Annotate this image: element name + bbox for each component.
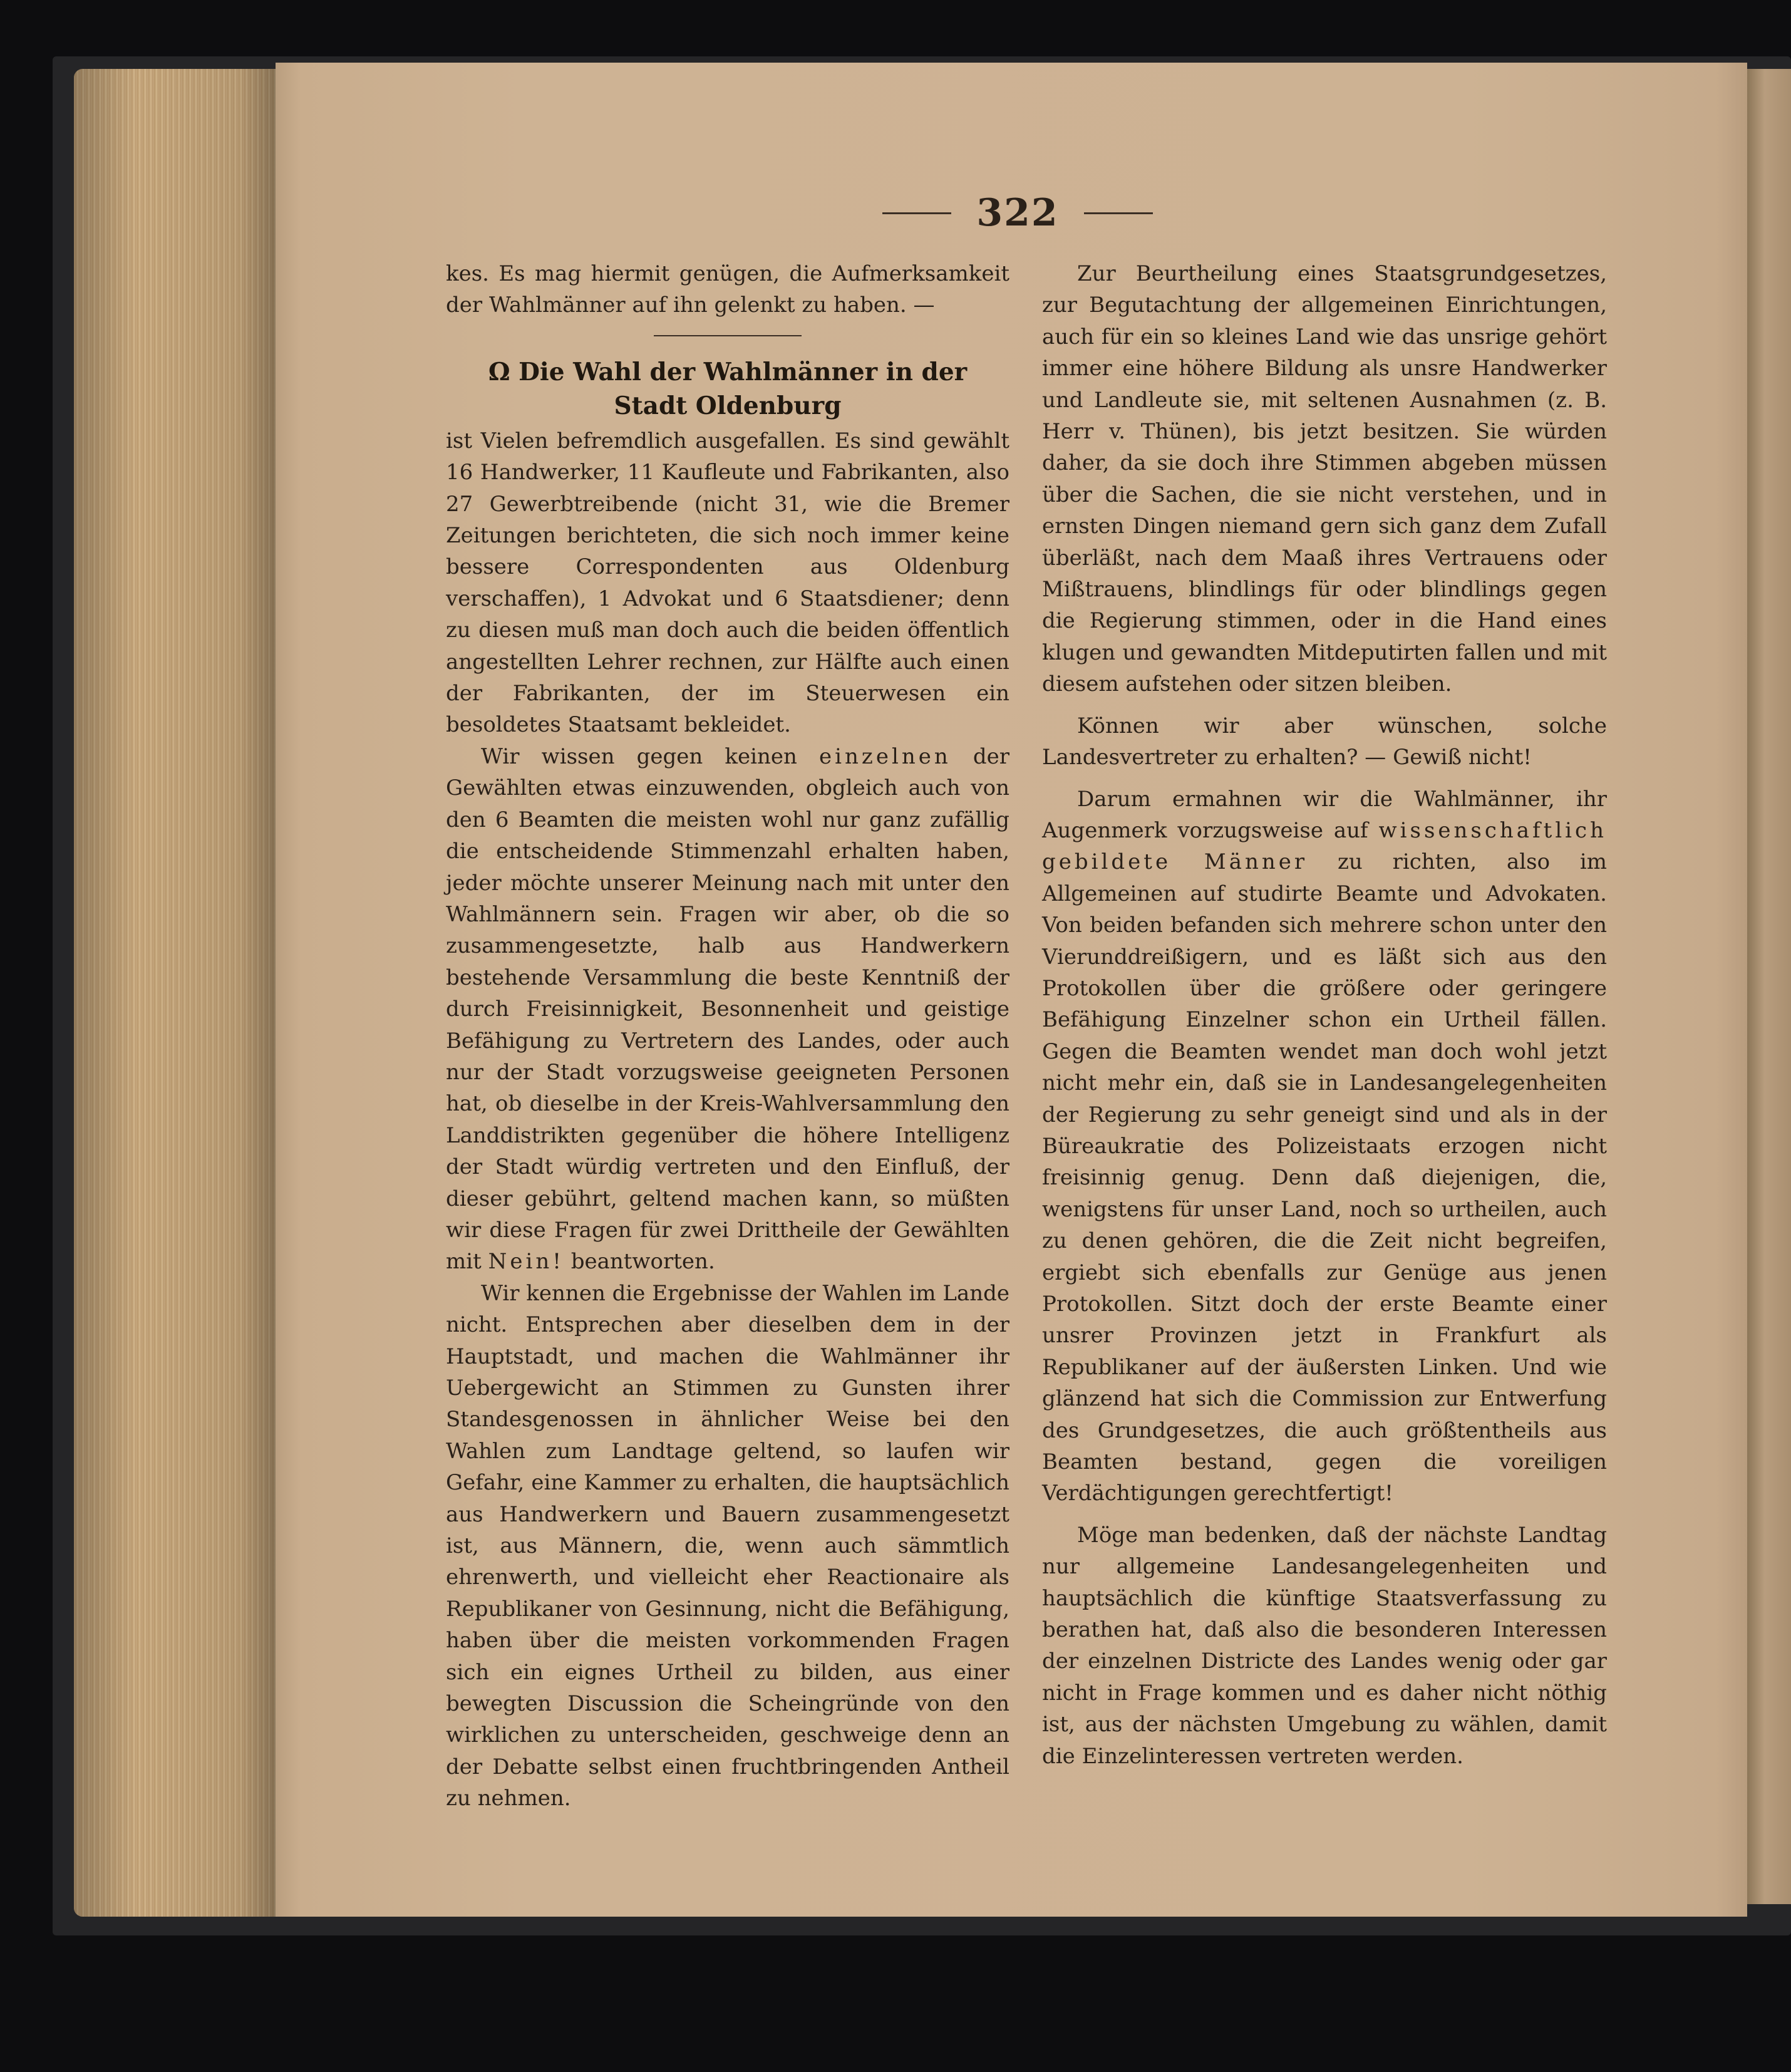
p6-emphasis: wissenschaftlich gebildete Männer xyxy=(1042,817,1607,875)
article-paragraph-3: Wir kennen die Ergebnisse der Wahlen im Lande nicht. Entsprechen aber dieselben dem in der Hauptstadt, und machen die Wahlmänner ihr Uebergewicht an Stimmen zu Gunsten ihrer Standesgenossen in ähnlicher Weise bei den Wahlen zum Landtage geltend, so laufen wir Gefahr, eine Kammer zu erhalten, die hauptsächlich aus Handwerkern und Bauern zusammengesetzt ist, aus Männern, die, wenn auch sämmtlich ehrenwerth, und vielleicht eher Reactionaire als Republikaner von Gesinnung, nicht die Befähigung, haben über die meisten vorkommenden Fragen sich ein eignes Urtheil zu bilden, aus einer bewegten Discussion die Scheingründe von den wirklichen zu unterscheiden, geschweige denn an der Debatte selbst einen fruchtbringenden Antheil zu nehmen. xyxy=(446,1280,1009,1811)
p2-text-c: beantworten. xyxy=(570,1249,715,1275)
article-heading xyxy=(446,355,1009,423)
p6-text-a: Darum ermahnen wir die Wahlmänner, ihr Augenmerk vorzugsweise auf xyxy=(1042,786,1607,843)
p2-text-b: der Gewählten etwas einzuwenden, obgleich auch von den 6 Beamten die meisten wohl nur ganz zufällig die entscheidende Stimmenzahl erhalten haben, jeder möchte unserer Meinung nach mit unter den Wahlmännern sein. Fragen wir aber, ob die so zusammengesetzte, halb aus Handwerkern bestehende Versammlung die beste Kenntniß der durch Freisinnigkeit, Besonnenheit und geistige Befähigung zu Vertretern des Landes, oder auch nur der Stadt vorzugsweise geeigneten Personen hat, ob dieselbe in der Kreis-Wahlversammlung den Landdistrikten gegenüber die höhere Intelligenz der Stadt würdig vertreten und den Einfluß, der dieser gebührt, geltend machen kann, so müßten wir diese Fragen für zwei Drittheile der Gewählten mit xyxy=(446,743,1010,1275)
page-edges xyxy=(74,69,281,1917)
p6-text-b: zu richten, also im Allgemeinen auf studirte Beamte und Advokaten. Von beiden befanden sich mehrere schon unter den Vierunddreißigern, und es läßt sich aus den Protokollen über die größere oder geringere Befähigung Einzelner schon ein Urtheil fällen. Gegen die Beamten wendet man doch wohl jetzt nicht mehr ein, daß sie in Landesangelegenheiten der Regierung zu sehr geneigt sind und als in der Büreaukratie des Polizeistaats erzogen nicht freisinnig genug. Denn daß diejenigen, die, wenigstens für unser Land, noch so urtheilen, auch zu denen gehören, die die Zeit nicht begreifen, ergiebt sich ebenfalls zur Genüge aus jenen Protokollen. Sitzt doch der erste Beamte einer unsrer Provinzen jetzt in Frankfurt als Republikaner auf der äußersten Linken. Und wie glänzend hat sich die Commission zur Entwerfung des Grundgesetzes, die auch größtentheils aus Beamten bestand, gegen die voreiligen Verdächtigungen gerechtfertigt! xyxy=(1042,849,1607,1506)
heading-line-2: Stadt Oldenburg xyxy=(614,391,842,420)
article-paragraph-2 xyxy=(446,741,1009,1278)
header-rule-right xyxy=(1084,212,1153,214)
continuation-paragraph: kes. Es mag hiermit genügen, die Aufmerksamkeit der Wahlmänner auf ihn gelenkt zu haben. — xyxy=(446,261,1009,318)
p2-emphasis-nein: Nein! xyxy=(488,1249,564,1275)
facing-page-edge xyxy=(1747,69,1791,1904)
left-column xyxy=(446,258,1009,1815)
article-paragraph-7: Möge man bedenken, daß der nächste Landtag nur allgemeine Landesangelegenheiten und hauptsächlich die künftige Staatsverfassung zu berathen hat, daß also die besonderen Interessen der einzelnen Districte des Landes wenig oder gar nicht in Frage kommen und es daher nicht nöthig ist, aus der nächsten Umgebung zu wählen, damit die Einzelinteressen vertreten werden. xyxy=(1042,1522,1607,1769)
p2-emphasis-einzelnen: einzelnen xyxy=(819,743,951,769)
article-paragraph-6 xyxy=(1042,784,1607,1510)
p2-text-a: Wir wissen gegen keinen xyxy=(481,743,797,769)
page-header xyxy=(858,188,1177,238)
right-column xyxy=(1042,258,1607,1772)
header-rule-left xyxy=(882,212,951,214)
heading-line-1: Ω Die Wahl der Wahlmänner in der xyxy=(488,357,968,386)
section-divider xyxy=(654,335,802,336)
article-paragraph-4: Zur Beurtheilung eines Staatsgrundgesetzes, zur Begutachtung der allgemeinen Einrichtungen, auch für ein so kleines Land wie das unsrige gehört immer eine höhere Bildung als unsre Handwerker und Landleute sie, mit seltenen Ausnahmen (z. B. Herr v. Thünen), bis jetzt besitzen. Sie würden daher, da sie doch ihre Stimmen abgeben müssen über die Sachen, die sie nicht verstehen, und in ernsten Dingen niemand gern sich ganz dem Zufall überläßt, nach dem Maaß ihres Vertrauens oder Mißtrauens, blindlings für oder blindlings gegen die Regierung stimmen, oder in die Hand eines klugen und gewandten Mitdeputirten fallen und mit diesem aufstehen oder sitzen bleiben. xyxy=(1042,261,1607,697)
article-paragraph-5: Können wir aber wünschen, solche Landesvertreter zu erhalten? — Gewiß nicht! xyxy=(1042,713,1607,770)
page-number: 322 xyxy=(976,191,1059,235)
article-paragraph-1: ist Vielen befremdlich ausgefallen. Es sind gewählt 16 Handwerker, 11 Kaufleute und Fabrikanten, also 27 Gewerbtreibende (nicht 31, wie die Bremer Zeitungen berichteten, die sich noch immer keine bessere Correspondenten aus Oldenburg verschaffen), 1 Advokat und 6 Staatsdiener; denn zu diesen muß man doch auch die beiden öffentlich angestellten Lehrer rechnen, zur Hälfte auch einen der Fabrikanten, der im Steuerwesen ein besoldetes Staatsamt bekleidet. xyxy=(446,428,1009,738)
